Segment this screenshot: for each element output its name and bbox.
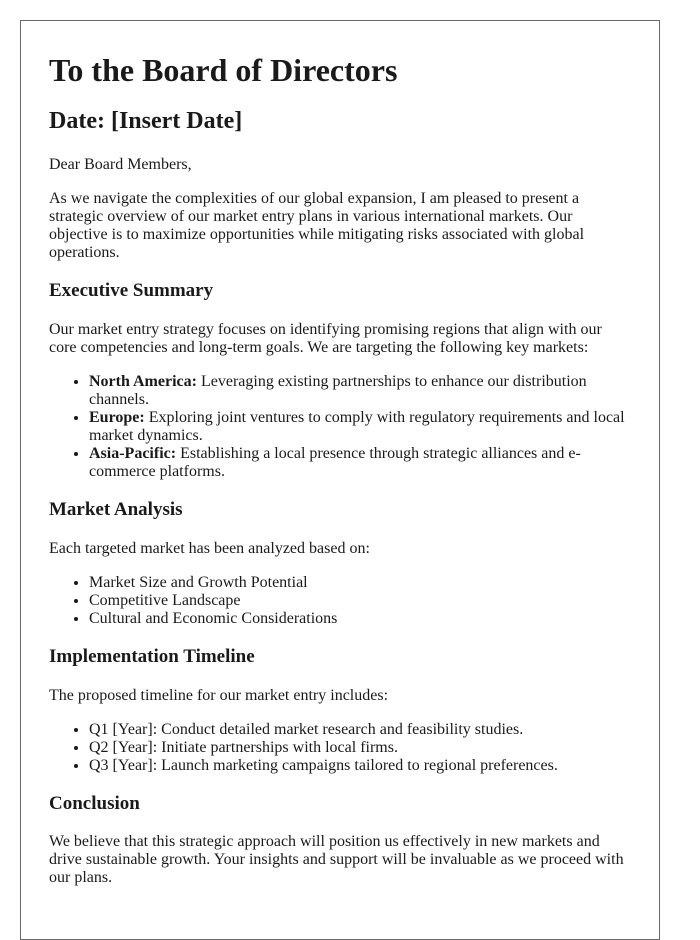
- list-item: • Q1 [Year]: Conduct detailed market research and feasibility studies.: [89, 721, 631, 739]
- market-description: Leveraging existing partnerships to enhance our distribution channels.: [89, 372, 587, 408]
- timeline-list: [49, 721, 631, 775]
- list-item: • Market Size and Growth Potential: [89, 574, 631, 592]
- market-region: Asia-Pacific:: [89, 444, 177, 462]
- list-item: [89, 445, 631, 481]
- timeline-paragraph: The proposed timeline for our market entry includes:: [49, 686, 389, 704]
- conclusion-paragraph: We believe that this strategic approach will position us effectively in new markets and drive sustainable growth. Your insights and support will be invaluable as we proceed with our plans.: [49, 833, 624, 887]
- market-region: North America:: [89, 372, 197, 390]
- market-description: Establishing a local presence through strategic alliances and e-commerce platforms.: [89, 444, 581, 480]
- section-title-conclusion: Conclusion: [49, 792, 140, 814]
- list-item: • Q3 [Year]: Launch marketing campaigns tailored to regional preferences.: [89, 757, 631, 775]
- market-region: Europe:: [89, 408, 145, 426]
- section-title-implementation-timeline: Implementation Timeline: [49, 645, 255, 667]
- executive-summary-paragraph: Our market entry strategy focuses on identifying promising regions that align with our core competencies and long-term goals. We are targeting the following key markets:: [49, 320, 602, 356]
- market-analysis-paragraph: Each targeted market has been analyzed based on:: [49, 539, 370, 557]
- date-line: Date: [Insert Date]: [49, 108, 243, 135]
- section-title-market-analysis: Market Analysis: [49, 498, 183, 520]
- section-title-executive-summary: Executive Summary: [49, 280, 214, 302]
- intro-paragraph: As we navigate the complexities of our global expansion, I am pleased to present a strategic overview of our market entry plans in various international markets. Our objective is to maximize opportunities while mitigating risks associated with global operations.: [49, 190, 585, 262]
- letter-heading: To the Board of Directors: [49, 52, 398, 88]
- analysis-criteria-list: [49, 574, 631, 628]
- salutation: Dear Board Members,: [49, 156, 192, 174]
- market-description: Exploring joint ventures to comply with regulatory requirements and local market dynamics.: [89, 408, 625, 444]
- list-item: • Competitive Landscape: [89, 592, 631, 610]
- key-markets-list: [49, 373, 631, 481]
- list-item: • Q2 [Year]: Initiate partnerships with local firms.: [89, 739, 631, 757]
- list-item: • Cultural and Economic Considerations: [89, 610, 631, 628]
- list-item: [89, 409, 631, 445]
- letter-page: [20, 20, 660, 940]
- list-item: [89, 373, 631, 409]
